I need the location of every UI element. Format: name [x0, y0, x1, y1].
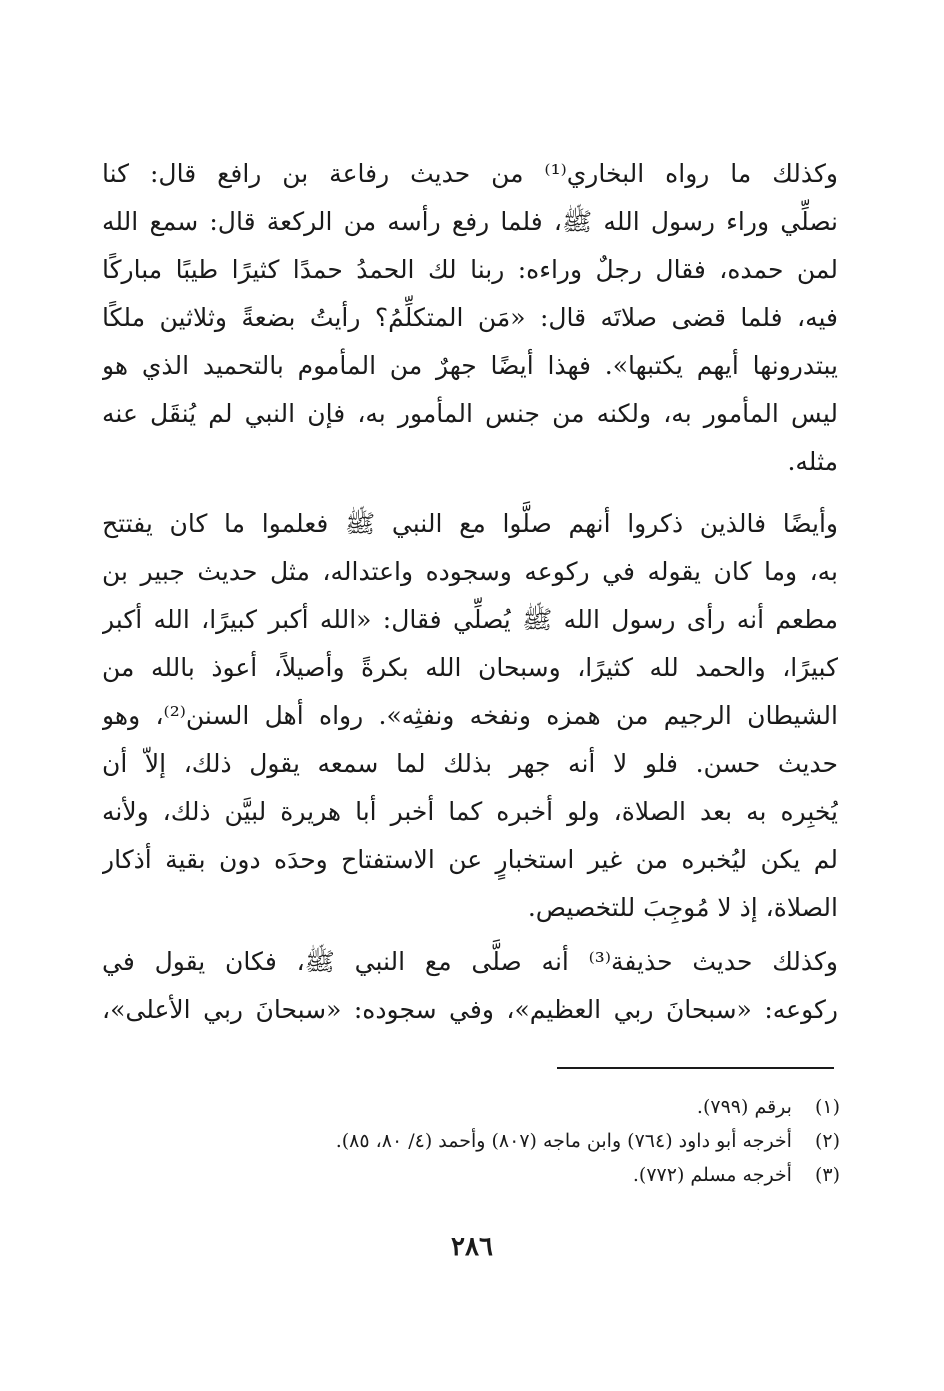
- footnote-2: [150, 1124, 840, 1158]
- footnote-number: (٣): [814, 1164, 840, 1186]
- paragraph-3: [102, 938, 838, 1034]
- paragraph-line: يُخبِره به بعد الصلاة، ولو أخبره كما أخبر أبا هريرة لبيَّن ذلك، ولأنه: [102, 797, 838, 826]
- footnote-number: (١): [814, 1096, 840, 1118]
- paragraph-line: الشيطان الرجيم من همزه ونفخه ونفثِه». رواه أهل السنن⁽²⁾، وهو: [102, 701, 838, 730]
- footnotes: [150, 1090, 840, 1192]
- paragraph-line: الصلاة، إذ لا مُوجِبَ للتخصيص.: [527, 893, 838, 922]
- paragraph-line: مثله.: [787, 447, 838, 476]
- paragraph-line: فيه، فلما قضى صلاتَه قال: «مَن المتكلِّمُ؟ رأيتُ بضعةً وثلاثين ملكًا: [102, 303, 838, 332]
- paragraph-line: وأيضًا فالذين ذكروا أنهم صلَّوا مع النبي ﷺ فعلموا ما كان يفتتح: [102, 509, 838, 538]
- paragraph-line: حديث حسن. فلو لا أنه جهر بذلك لما سمعه يقول ذلك، إلاّ أن: [102, 749, 838, 778]
- footnote-text: أخرجه مسلم (٧٧٢).: [632, 1164, 792, 1186]
- paragraph-line: مطعم أنه رأى رسول الله ﷺ يُصلِّي فقال: «الله أكبر كبيرًا، الله أكبر: [102, 605, 838, 634]
- footnote-text: برقم (٧٩٩).: [696, 1096, 792, 1118]
- page-number: ٢٨٦: [451, 1232, 493, 1262]
- paragraph-line: به، وما كان يقوله في ركوعه وسجوده واعتداله، مثل حديث جبير بن: [102, 557, 838, 586]
- paragraph-line: وكذلك حديث حذيفة⁽³⁾ أنه صلَّى مع النبي ﷺ، فكان يقول في: [102, 947, 838, 976]
- paragraph-line: نصلِّي وراء رسول الله ﷺ، فلما رفع رأسه من الركعة قال: سمع الله: [102, 207, 838, 236]
- paragraph-line: يبتدرونها أيهم يكتبها». فهذا أيضًا جهرٌ من المأموم بالتحميد الذي هو: [102, 351, 838, 380]
- paragraph-line: وكذلك ما رواه البخاري⁽¹⁾ من حديث رفاعة بن رافع قال: كنا: [102, 159, 838, 188]
- paragraph-line: ليس المأمور به، ولكنه من جنس المأمور به، فإن النبي لم يُنقَل عنه: [102, 399, 838, 428]
- footnote-3: [150, 1158, 840, 1192]
- footnote-1: [150, 1090, 840, 1124]
- paragraph-line: لمن حمده، فقال رجلٌ وراءه: ربنا لك الحمدُ حمدًا كثيرًا طيبًا مباركًا: [102, 255, 838, 284]
- paragraph-line: ركوعه: «سبحانَ ربي العظيم»، وفي سجوده: «سبحانَ ربي الأعلى»،: [102, 995, 838, 1024]
- paragraph-line: لم يكن ليُخبره من غير استخبارٍ عن الاستفتاح وحدَه دون بقية أذكار: [102, 845, 838, 874]
- paragraph-1: [102, 150, 838, 486]
- footnote-divider: [557, 1067, 834, 1069]
- paragraph-2: [102, 500, 838, 932]
- paragraph-line: كبيرًا، والحمد لله كثيرًا، وسبحان الله بكرةً وأصيلاً، أعوذ بالله من: [102, 653, 838, 682]
- footnote-number: (٢): [814, 1130, 840, 1152]
- footnote-text: أخرجه أبو داود (٧٦٤) وابن ماجه (٨٠٧) وأحمد (٤/ ٨٠، ٨٥).: [335, 1130, 792, 1152]
